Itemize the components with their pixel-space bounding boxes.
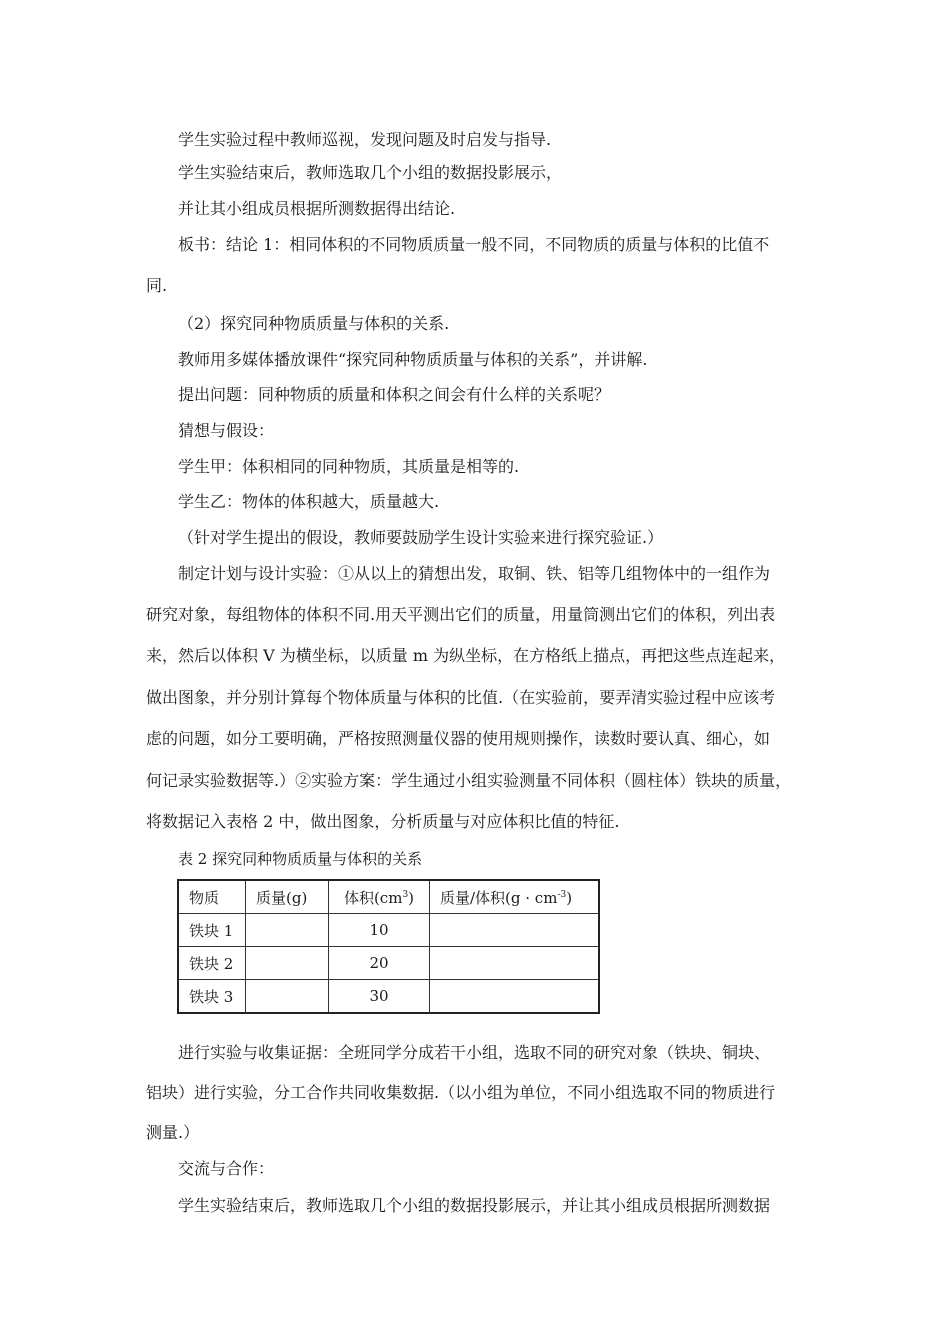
header-cell: 体积$(cm^3)$ [329,880,430,914]
data-table [177,879,600,1014]
table-cell: 20 [329,947,430,980]
paragraph-line: 虑的问题，如分工要明确，严格按照测量仪器的使用规则操作，读数时要认真、细心，如 [146,729,771,748]
header-cell: 质量/体积$(g \cdot cm^{-3})$ [430,880,600,914]
paragraph-line: 猜想与假设： [178,421,275,440]
paragraph-line: 制定计划与设计实验：①从以上的猜想出发，取铜、铁、铝等几组物体中的一组作为 [178,564,771,583]
table-header-row [178,880,599,914]
paragraph-line: 进行实验与收集证据：全班同学分成若干小组，选取不同的研究对象（铁块、铜块、 [178,1043,771,1062]
paragraph-line: 何记录实验数据等.）②实验方案：学生通过小组实验测量不同体积（圆柱体）铁块的质量， [146,771,792,790]
paragraph-line: 将数据记入表格 2 中，做出图象，分析质量与对应体积比值的特征. [146,812,620,831]
table-cell [430,947,600,980]
paragraph-line: 学生乙：物体的体积越大，质量越大. [178,492,440,511]
paragraph-line: 铝块）进行实验，分工合作共同收集数据.（以小组为单位，不同小组选取不同的物质进行 [146,1083,776,1102]
table-cell: 铁块 3 [178,980,246,1014]
table-row [178,980,599,1014]
table-cell: 30 [329,980,430,1014]
table-cell [246,947,329,980]
paragraph-line: 提出问题：同种物质的质量和体积之间会有什么样的关系呢？ [178,385,611,404]
paragraph-line: 并让其小组成员根据所测数据得出结论. [178,199,456,218]
paragraph-line: 教师用多媒体播放课件“探究同种物质质量与体积的关系”，并讲解. [178,350,648,369]
paragraph-line: 做出图象，并分别计算每个物体质量与体积的比值.（在实验前，要弄清实验过程中应该考 [146,688,776,707]
header-cell: 物质 [178,880,246,914]
table-row [178,947,599,980]
paragraph-line: 学生实验过程中教师巡视，发现问题及时启发与指导. [178,130,552,149]
paragraph-line: 同. [146,276,168,295]
paragraph-line: 来，然后以体积 V 为横坐标，以质量 m 为纵坐标，在方格纸上描点，再把这些点连起来， [146,646,786,665]
paragraph-line: 研究对象，每组物体的体积不同.用天平测出它们的质量，用量筒测出它们的体积，列出表 [146,605,776,624]
paragraph-line: （针对学生提出的假设，教师要鼓励学生设计实验来进行探究验证.） [178,528,664,547]
table-cell [430,914,600,947]
paragraph-line: 学生实验结束后，教师选取几个小组的数据投影展示，并让其小组成员根据所测数据 [178,1196,771,1215]
table-cell [430,980,600,1014]
table-row [178,914,599,947]
table-cell: 10 [329,914,430,947]
paragraph-line: 交流与合作： [178,1159,275,1178]
header-cell: 质量(g) [246,880,329,914]
paragraph-line: 学生甲：体积相同的同种物质，其质量是相等的. [178,457,520,476]
section-heading: （2）探究同种物质质量与体积的关系. [178,314,450,333]
table-caption: 表 2 探究同种物质质量与体积的关系 [178,850,423,868]
table-cell: 铁块 2 [178,947,246,980]
table-cell [246,980,329,1014]
paragraph-line: 测量.） [146,1123,200,1142]
table-cell [246,914,329,947]
paragraph-line: 学生实验结束后，教师选取几个小组的数据投影展示， [178,163,563,182]
table-cell: 铁块 1 [178,914,246,947]
paragraph-line: 板书：结论 1：相同体积的不同物质质量一般不同，不同物质的质量与体积的比值不 [178,235,770,254]
